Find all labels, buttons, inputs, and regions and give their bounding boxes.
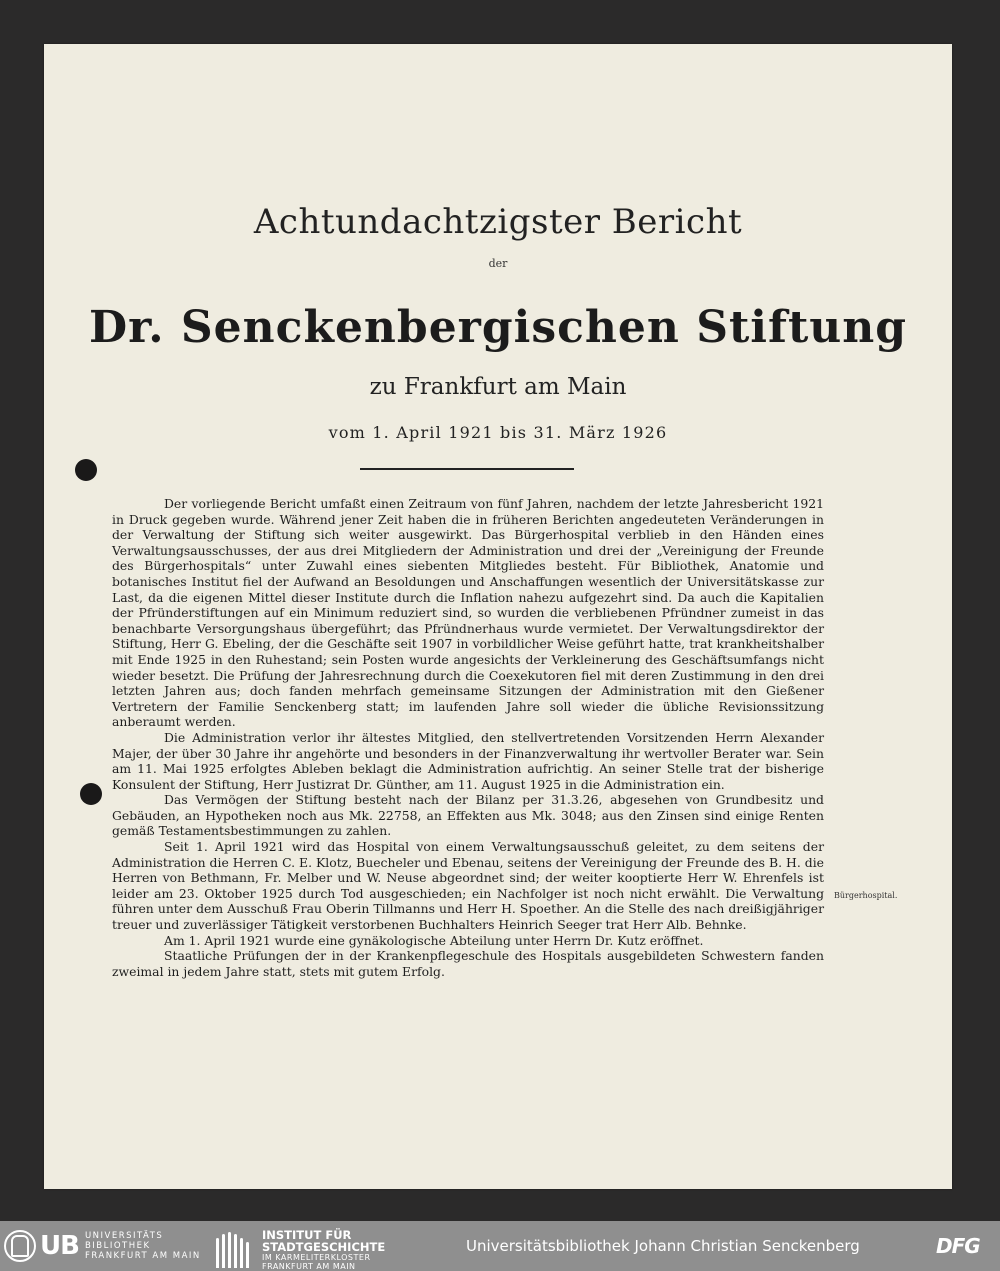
- library-name[interactable]: Universitätsbibliothek Johann Christian Senckenberg: [466, 1237, 860, 1255]
- ub-logo-letters: UB: [40, 1231, 79, 1261]
- report-body: [112, 496, 824, 979]
- paragraph: Am 1. April 1921 wurde eine gynäkologische Abteilung unter Herrn Dr. Kutz eröffnet.: [164, 932, 704, 948]
- report-title: Achtundachtzigster Bericht: [253, 202, 743, 242]
- ub-logo-text: [85, 1231, 201, 1261]
- title-divider: [360, 468, 574, 470]
- ub-line: FRANKFURT AM MAIN: [84, 1251, 201, 1261]
- location-line: zu Frankfurt am Main: [369, 374, 627, 400]
- foundation-name: Dr. Senckenbergischen Stiftung: [88, 302, 908, 353]
- title-connector: der: [488, 257, 508, 270]
- isg-line: INSTITUT FÜR: [262, 1228, 352, 1242]
- isg-logo[interactable]: [216, 1229, 385, 1271]
- paragraph: Das Vermögen der Stiftung besteht nach der Bilanz per 31.3.26, abgesehen von Grundbesitz und Gebäuden, an Hypotheken noch aus Mk. 22758, an Effekten aus Mk. 3048; aus den Zinsen sind einige Renten gemäß Testamentsbestimmungen zu zahlen.: [112, 792, 824, 839]
- seal-icon: [4, 1230, 36, 1262]
- isg-line: IM KARMELITERKLOSTER: [262, 1253, 371, 1262]
- period-line: vom 1. April 1921 bis 31. März 1926: [328, 423, 668, 442]
- ub-logo[interactable]: [4, 1229, 201, 1263]
- columns-icon: [216, 1232, 254, 1268]
- punch-hole: [80, 783, 102, 805]
- isg-line: FRANKFURT AM MAIN: [262, 1262, 356, 1271]
- paragraph: Staatliche Prüfungen der in der Krankenpflegeschule des Hospitals ausgebildeten Schwestern fanden zweimal in jedem Jahre statt, stets mit gutem Erfolg.: [112, 948, 824, 979]
- paragraph: Die Administration verlor ihr ältestes Mitglied, den stellvertretenden Vorsitzenden Herrn Alexander Majer, der über 30 Jahre ihr angehörte und besonders in der Finanzverwaltung ihr wertvoller Berater war. Sein am 11. Mai 1925 erfolgtes Ableben beklagt die Administration aufrichtig. An seiner Stelle trat der bisherige Konsulent der Stiftung, Herr Justizrat Dr. Günther, am 11. August 1925 in die Administration ein.: [112, 729, 824, 792]
- paragraph: Der vorliegende Bericht umfaßt einen Zeitraum von fünf Jahren, nachdem der letzte Jahresbericht 1921 in Druck gegeben wurde. Während jener Zeit haben die in früheren Berichten angedeuteten Veränderungen in der Verwaltung der Stiftung sich weiter ausgewirkt. Das Bürgerhospital verblieb in den Händen eines Verwaltungsausschusses, der aus drei Mitgliedern der Administration und drei der „Vereinigung der Freunde des Bürgerhospitals“ unter Zuwahl eines siebenten Mitgliedes besteht. Für Bibliothek, Anatomie und botanisches Institut fiel der Aufwand an Besoldungen und Anschaffungen wesentlich der Universitätskasse zur Last, da die eigenen Mittel dieser Institute durch die Inflation nahezu aufgezehrt sind. Da auch die Kapitalien der Pfründerstiftungen auf ein Minimum reduziert sind, so wurden die verbliebenen Pfründner zumeist in das benachbarte Versorgungshaus übergeführt; das Pfründnerhaus wurde vermietet. Der Verwaltungsdirektor der Stiftung, Herr G. Ebeling, der die Geschäfte seit 1907 in vorbildlicher Weise geführt hatte, trat krankheitshalber mit Ende 1925 in den Ruhestand; sein Posten wurde angesichts der Verkleinerung des Geschäftsumfangs nicht wieder besetzt. Die Prüfung der Jahresrechnung durch die Coexekutoren fiel mit deren Zustimmung in den drei letzten Jahren aus; doch fanden mehrfach gemeinsame Sitzungen der Administration mit den Gießener Vertretern der Familie Senckenberg statt; im laufenden Jahre soll wieder die übliche Revisionssitzung anberaumt werden.: [112, 496, 824, 730]
- isg-line: STADTGESCHICHTE: [262, 1240, 386, 1254]
- ub-line: BIBLIOTHEK: [84, 1241, 151, 1251]
- punch-hole: [75, 459, 97, 481]
- footer-bar: [0, 1221, 1000, 1271]
- ub-line: UNIVERSITÄTS: [84, 1231, 164, 1241]
- dfg-logo[interactable]: DFG: [936, 1234, 980, 1258]
- margin-note: Bürgerhospital.: [834, 891, 898, 900]
- paragraph: Seit 1. April 1921 wird das Hospital von einem Verwaltungsausschuß geleitet, zu dem seitens der Administration die Herren C. E. Klotz, Buecheler und Ebenau, seitens der Vereinigung der Freunde des B. H. die Herren von Bethmann, Fr. Melber und W. Neuse abgeordnet sind; der weiter kooptierte Herr W. Ehrenfels ist leider am 23. Oktober 1925 durch Tod ausgeschieden; ein Nachfolger ist noch nicht erwählt. Die Verwaltung führen unter dem Ausschuß Frau Oberin Tillmanns und Herr H. Spoether. An die Stelle des nach dreißigjähriger treuer und zuverlässiger Tätigkeit verstorbenen Buchhalters Heinrich Seeger trat Herr Alb. Behnke.: [112, 839, 824, 933]
- isg-logo-text: [262, 1229, 385, 1271]
- document-page: [44, 44, 952, 1189]
